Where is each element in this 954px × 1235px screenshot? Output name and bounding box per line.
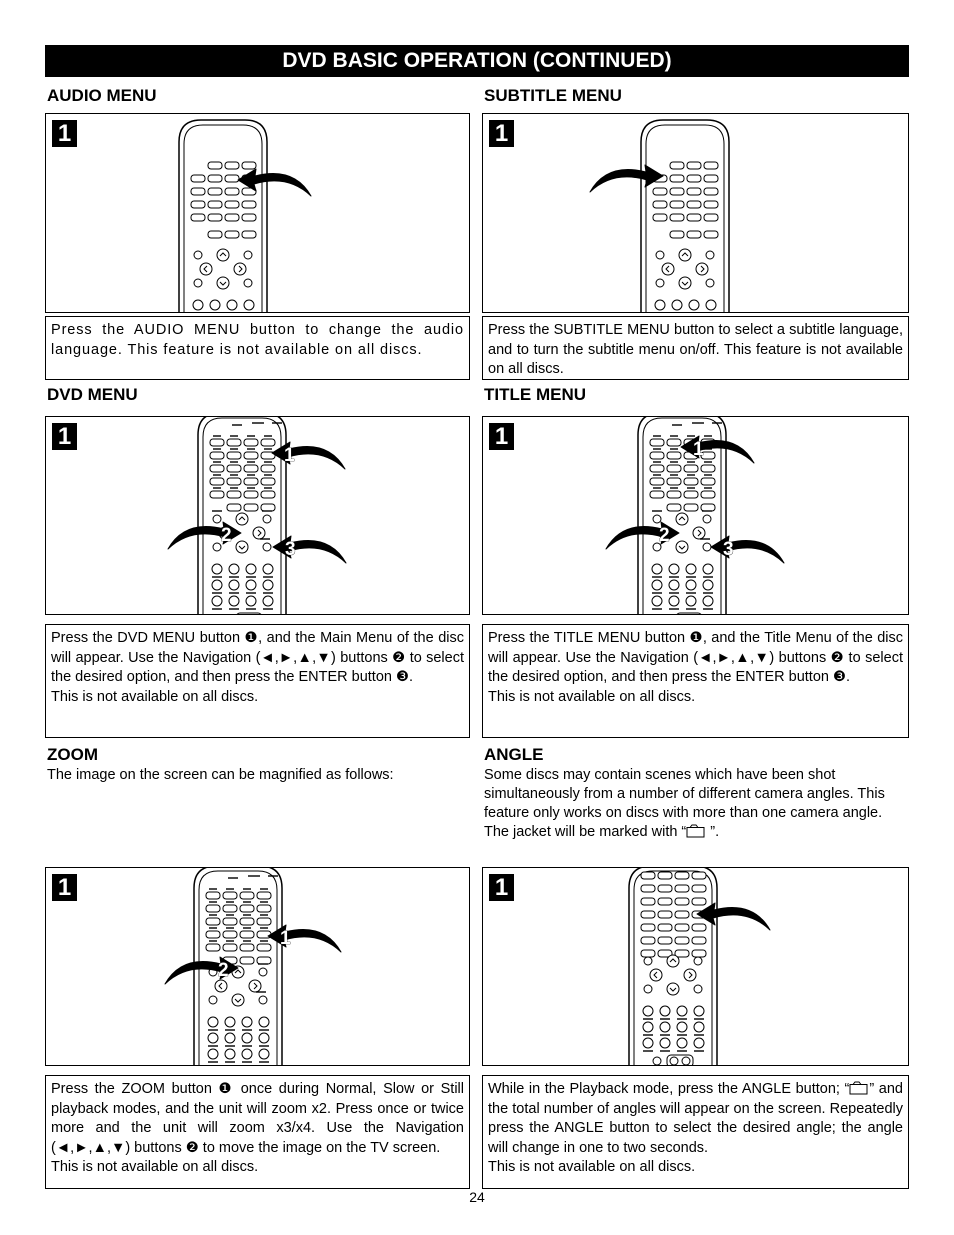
step-badge: 1	[489, 120, 514, 147]
dvd-menu-description: Press the DVD MENU button ❶, and the Main Menu of the disc will appear. Use the Navigation (◄,►,▲,▼) buttons ❷ to select the desired option, and then press the ENTER button ❸. This is not available on all discs.	[45, 624, 470, 738]
remote-control-icon	[483, 417, 908, 614]
title-menu-description: Press the TITLE MENU button ❶, and the Title Menu of the disc will appear. Use the Navigation (◄,►,▲,▼) buttons ❷ to select the desired option, and then press the ENTER button ❸. This is not available on all discs.	[482, 624, 909, 738]
dvd-menu-figure	[45, 416, 470, 615]
angle-heading: ANGLE	[484, 745, 544, 764]
remote-control-icon	[46, 114, 469, 312]
audio-menu-description: Press the AUDIO MENU button to change the audio language. This feature is not available on all discs.	[45, 316, 470, 380]
angle-intro: Some discs may contain scenes which have been shot simultaneously from a number of different camera angles. This feature only works on discs with more than one camera angle. The jacket will be marked with “ ”.	[484, 767, 885, 840]
zoom-heading: ZOOM	[47, 745, 98, 764]
step-badge: 1	[52, 120, 77, 147]
audio-menu-figure	[45, 113, 470, 313]
callout-number: 3	[723, 539, 734, 560]
page-title: DVD BASIC OPERATION (CONTINUED)	[45, 45, 909, 77]
subtitle-menu-description: Press the SUBTITLE MENU button to select a subtitle language, and to turn the subtitle menu on/off. This feature is not available on all discs.	[482, 316, 909, 380]
audio-menu-heading: AUDIO MENU	[47, 86, 157, 105]
remote-control-icon	[46, 417, 469, 614]
callout-number: 1	[284, 445, 295, 466]
camera-angle-icon	[686, 824, 706, 838]
zoom-intro: The image on the screen can be magnified as follows:	[47, 767, 394, 783]
callout-number: 1	[280, 928, 291, 949]
title-menu-figure	[482, 416, 909, 615]
remote-control-icon	[46, 868, 469, 1065]
callout-number: 2	[659, 525, 670, 546]
remote-control-icon	[483, 868, 908, 1065]
angle-figure	[482, 867, 909, 1066]
page-number: 24	[469, 1189, 485, 1205]
dvd-menu-heading: DVD MENU	[47, 385, 138, 404]
subtitle-menu-figure	[482, 113, 909, 313]
callout-number: 1	[693, 439, 704, 460]
angle-description: While in the Playback mode, press the ANGLE button; “ ” and the total number of angles will appear on the screen. Repeatedly press the ANGLE button to select the desired angle; the angle will change in one to two seconds. This is not available on all discs.	[482, 1075, 909, 1189]
remote-control-icon	[483, 114, 908, 312]
step-badge: 1	[52, 874, 77, 901]
callout-number: 2	[218, 960, 229, 981]
step-badge: 1	[489, 874, 514, 901]
title-menu-heading: TITLE MENU	[484, 385, 586, 404]
zoom-figure	[45, 867, 470, 1066]
step-badge: 1	[489, 423, 514, 450]
subtitle-menu-heading: SUBTITLE MENU	[484, 86, 622, 105]
zoom-description: Press the ZOOM button ❶ once during Normal, Slow or Still playback modes, and the unit will zoom x2. Press once or twice more and the unit will zoom x3/x4. Use the Navigation (◄,►,▲,▼) buttons ❷ to move the image on the TV screen. This is not available on all discs.	[45, 1075, 470, 1189]
step-badge: 1	[52, 423, 77, 450]
callout-number: 3	[285, 539, 296, 560]
camera-angle-icon	[849, 1081, 869, 1095]
callout-number: 2	[221, 525, 232, 546]
